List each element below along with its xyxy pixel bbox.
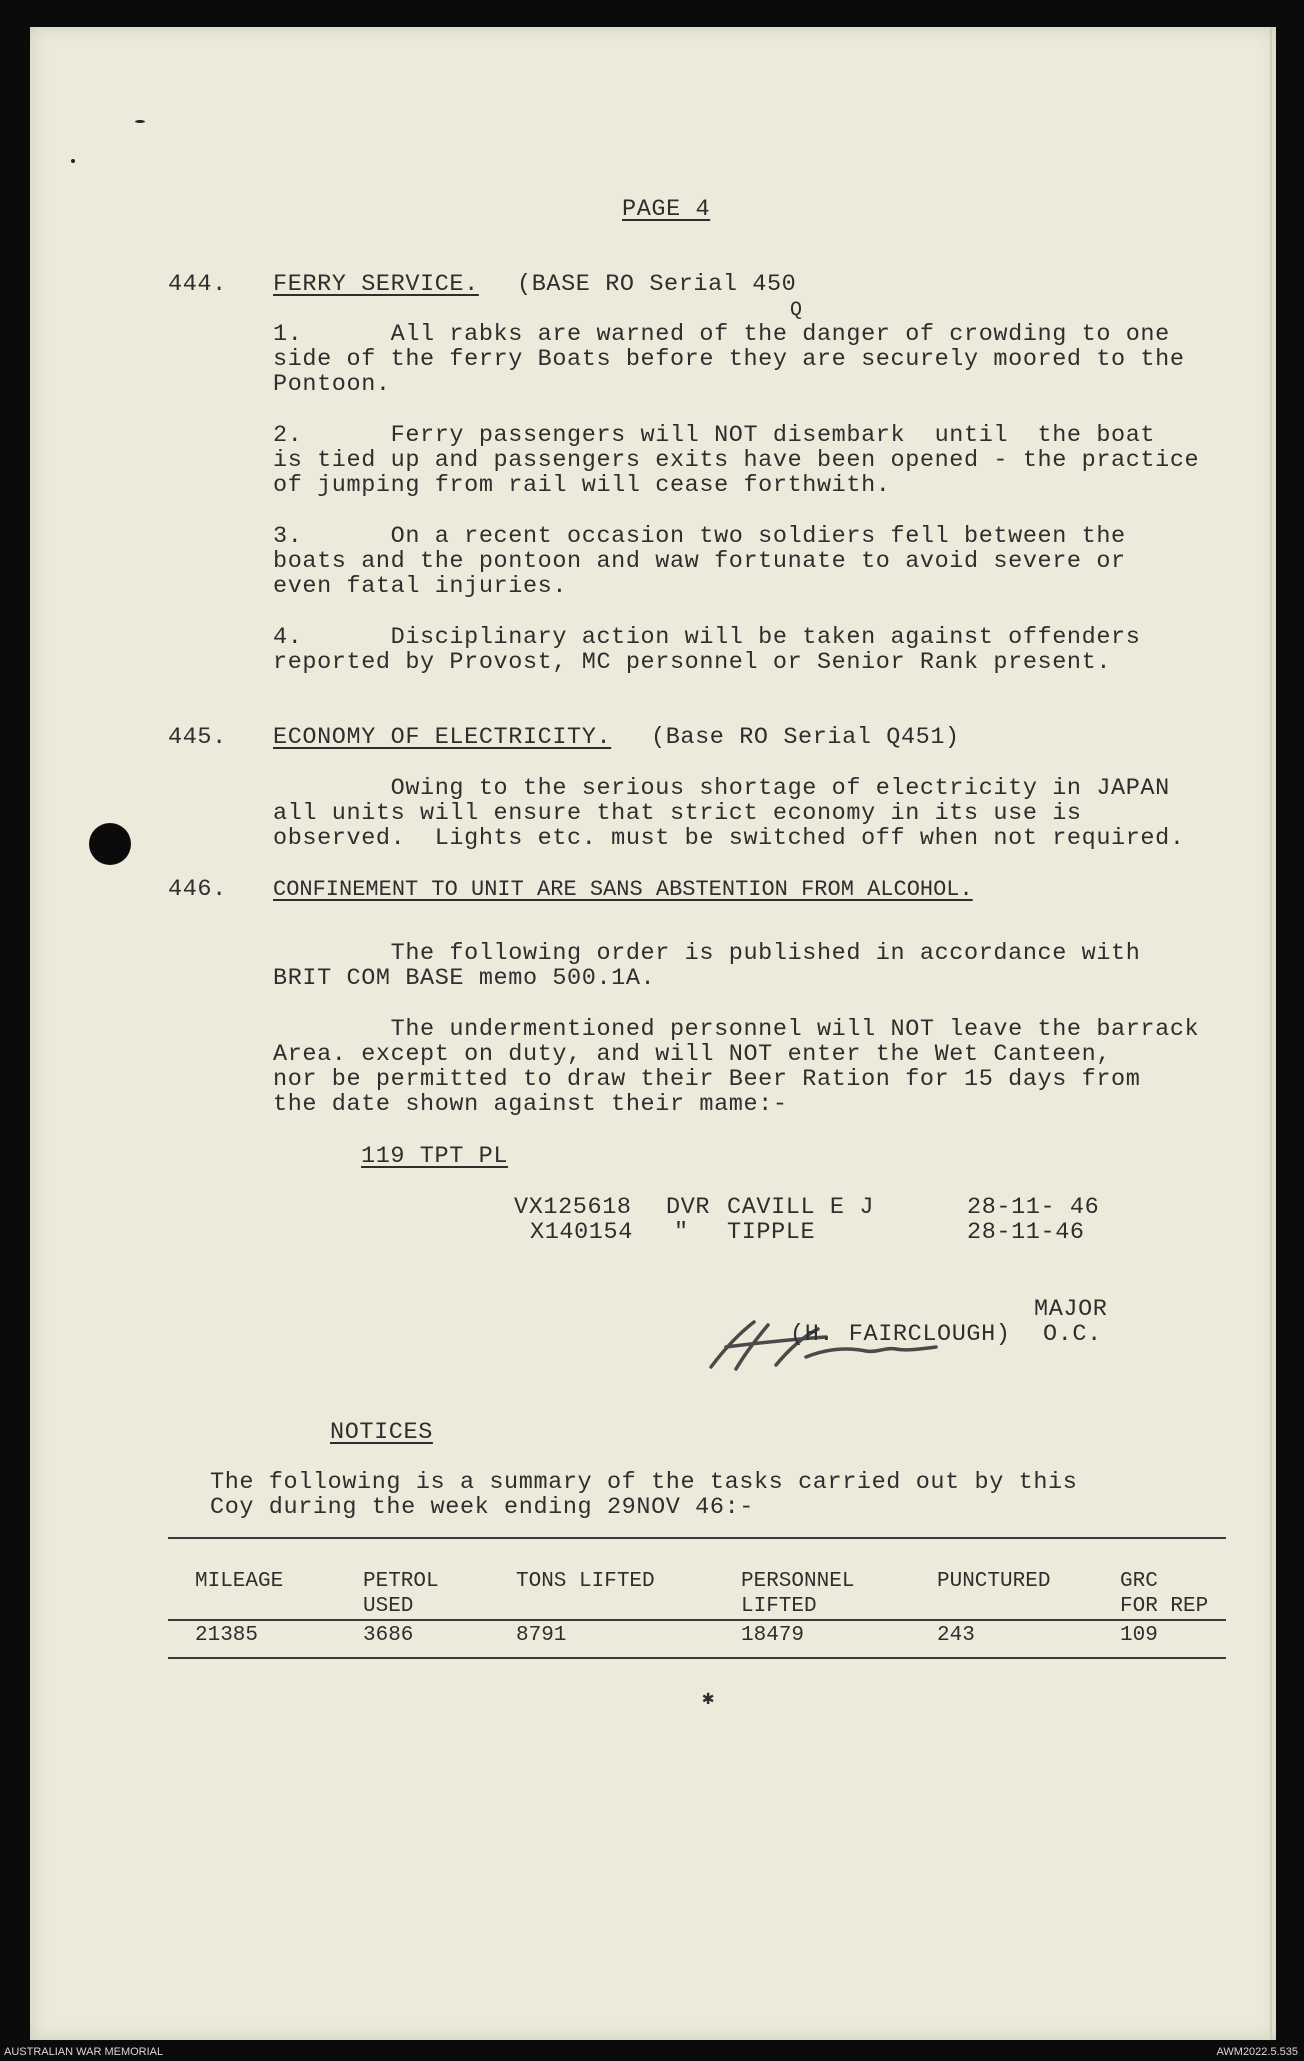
punch-hole <box>89 823 131 865</box>
item-444-para-1-line: 1. All rabks are warned of the danger of crowding to one <box>273 321 1170 348</box>
table-cell-petrol: 3686 <box>363 1624 414 1647</box>
speck <box>71 159 75 163</box>
table-header: PUNCTURED <box>937 1570 1051 1593</box>
table-header: MILEAGE <box>195 1570 284 1593</box>
table-header: PERSONNEL <box>741 1570 855 1593</box>
table-header-line2: FOR REP <box>1120 1595 1209 1618</box>
table-header-line2: USED <box>363 1595 414 1618</box>
notices-intro-line: The following is a summary of the tasks carried out by this <box>210 1469 1078 1496</box>
item-444-para-2-line: 2. Ferry passengers will NOT disembark until the boat <box>273 422 1156 449</box>
item-445-para-line: observed. Lights etc. must be switched off when not required. <box>273 825 1185 852</box>
item-444-para-1-line: Pontoon. <box>273 371 391 398</box>
item-444-number: 444. <box>168 271 227 298</box>
date: 28-11-46 <box>967 1219 1085 1246</box>
table-cell-personnel: 18479 <box>741 1624 805 1647</box>
person-name: CAVILL E J <box>727 1194 875 1221</box>
table-header-rule <box>168 1619 1226 1621</box>
date: 28-11- 46 <box>967 1194 1100 1221</box>
service-number: X140154 <box>530 1219 633 1246</box>
item-446-para-1-line: BRIT COM BASE memo 500.1A. <box>273 965 656 992</box>
table-header: GRC <box>1120 1570 1158 1593</box>
person-name: TIPPLE <box>727 1219 816 1246</box>
item-445-number: 445. <box>168 724 227 751</box>
item-446-para-2-line: nor be permitted to draw their Beer Ration for 15 days from <box>273 1066 1141 1093</box>
item-444-reference: (BASE RO Serial 450 <box>517 271 797 298</box>
table-cell-punctured: 243 <box>937 1624 975 1647</box>
item-444-para-3-line: even fatal injuries. <box>273 573 568 600</box>
speck <box>135 120 145 123</box>
item-444-para-4-line: 4. Disciplinary action will be taken against offenders <box>273 624 1141 651</box>
signatory-appointment: O.C. <box>1043 1321 1102 1348</box>
table-cell-repair: 109 <box>1120 1624 1158 1647</box>
service-number: VX125618 <box>514 1194 632 1221</box>
item-444-para-2-line: is tied up and passengers exits have been opened - the practice <box>273 447 1200 474</box>
item-446-para-2-line: the date shown against their mame:- <box>273 1091 788 1118</box>
item-446-para-2-line: The undermentioned personnel will NOT leave the barrack <box>273 1016 1200 1043</box>
item-444-para-2-line: of jumping from rail will cease forthwith. <box>273 472 891 499</box>
item-445-para-line: all units will ensure that strict economy in its use is <box>273 800 1082 827</box>
item-444-ref-mark: Q <box>790 299 803 322</box>
signatory-rank: MAJOR <box>1034 1296 1108 1323</box>
paper-edge <box>1270 27 1272 2040</box>
document-page <box>30 27 1276 2040</box>
table-header: PETROL <box>363 1570 439 1593</box>
page-title: PAGE 4 <box>622 196 711 223</box>
item-446-heading: CONFINEMENT TO UNIT ARE SANS ABSTENTION FROM ALCOHOL. <box>273 877 973 902</box>
item-445-heading: ECONOMY OF ELECTRICITY. <box>273 724 612 751</box>
item-445-reference: (Base RO Serial Q451) <box>651 724 960 751</box>
table-header: TONS LIFTED <box>516 1570 655 1593</box>
footer-reference: AWM2022.5.535 <box>1216 2046 1298 2058</box>
table-top-rule <box>168 1537 1226 1539</box>
item-446-para-2-line: Area. except on duty, and will NOT enter the Wet Canteen, <box>273 1041 1112 1068</box>
notices-intro-line: Coy during the week ending 29NOV 46:- <box>210 1494 754 1521</box>
item-446-para-1-line: The following order is published in accordance with <box>273 940 1141 967</box>
item-444-para-3-line: 3. On a recent occasion two soldiers fell between the <box>273 523 1126 550</box>
footer-archive-name: AUSTRALIAN WAR MEMORIAL <box>4 2046 164 2058</box>
item-444-para-1-line: side of the ferry Boats before they are securely moored to the <box>273 346 1185 373</box>
item-446-number: 446. <box>168 876 227 903</box>
notices-heading: NOTICES <box>330 1419 433 1446</box>
page-ornament: ✱ <box>702 1688 715 1711</box>
table-cell-tons: 8791 <box>516 1624 567 1647</box>
item-444-para-3-line: boats and the pontoon and waw fortunate to avoid severe or <box>273 548 1126 575</box>
rank: " <box>674 1219 689 1246</box>
table-cell-mileage: 21385 <box>195 1624 259 1647</box>
item-444-heading: FERRY SERVICE. <box>273 271 479 298</box>
item-444-para-4-line: reported by Provost, MC personnel or Senior Rank present. <box>273 649 1112 676</box>
unit-name: 119 TPT PL <box>361 1143 509 1170</box>
rank: DVR <box>666 1194 711 1221</box>
signatory-name: (H. FAIRCLOUGH) <box>790 1321 1011 1348</box>
table-bottom-rule <box>168 1657 1226 1659</box>
item-445-para-line: Owing to the serious shortage of electricity in JAPAN <box>273 775 1170 802</box>
table-header-line2: LIFTED <box>741 1595 817 1618</box>
